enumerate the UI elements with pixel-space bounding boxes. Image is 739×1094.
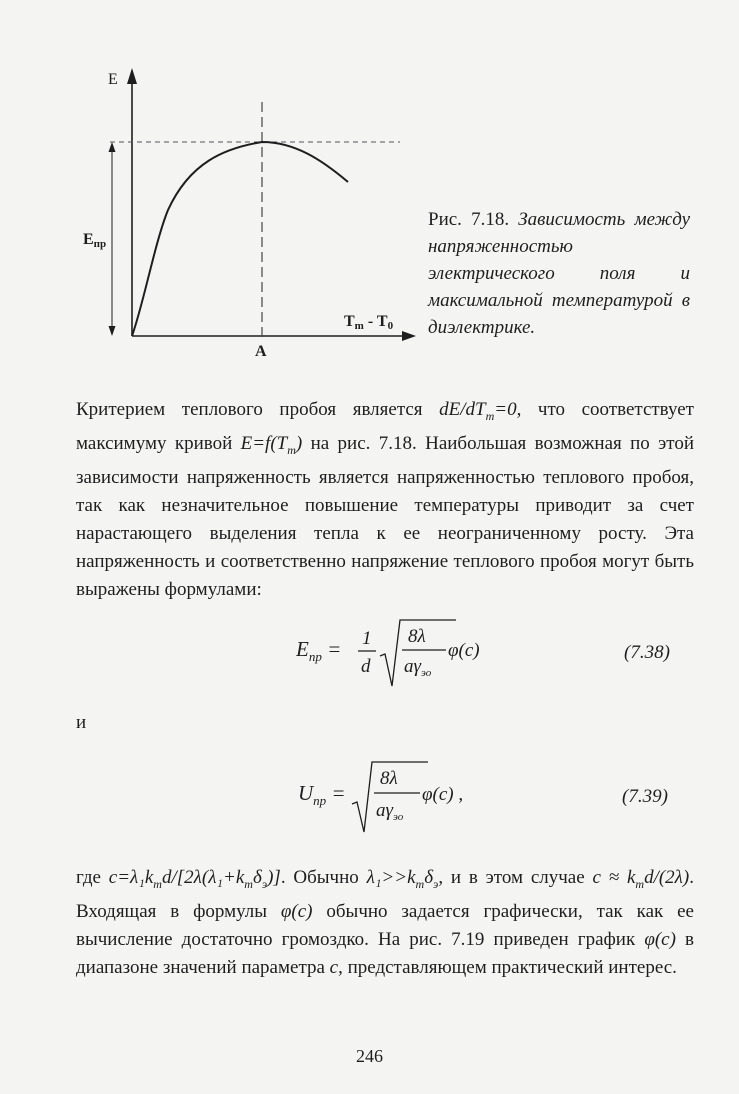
p1-formula-1: $dE/dT_m=0$	[439, 399, 517, 423]
svg-text:d: d	[361, 656, 371, 677]
caption-text: Зависимость между напряженностью электрического поля и максимальной температурой в диэлектрике.	[428, 209, 690, 338]
equation-number-7-38: (7.38)	[624, 642, 670, 663]
y-axis-label: E	[108, 71, 118, 88]
y-axis-arrow	[127, 68, 137, 84]
p2-text-6: в диапазоне значений параметра	[76, 928, 694, 978]
conjunction-and: и	[76, 712, 87, 733]
svg-text:Uпр =: $U_{пр}$ =	[298, 781, 346, 808]
svg-text:aγэо: $a\gamma_{эо}$	[376, 800, 404, 823]
equation-7-39	[298, 756, 498, 838]
figure-caption	[428, 206, 690, 341]
x-axis-label: Tm - T0	[344, 313, 394, 332]
p2-text-2: . Обычно	[280, 867, 367, 888]
svg-text:8λ: 8λ	[408, 626, 426, 647]
p1-text-2: , что соответствует максимуму кривой	[76, 399, 694, 454]
p2-text-1: где	[76, 867, 109, 888]
svg-text:1: 1	[362, 628, 372, 649]
p1-text-3: на рис. 7.18. Наибольшая возможная по этой зависимости напряженность является напряженностью теплового пробоя, так как незначительное повышение температуры приводит за счет нарастающего выделения тепла к ее неограниченному росту. Эта напряженность и соответственно напряжение теплового пробоя могут быть выражены формулами:	[76, 432, 695, 600]
svg-text:φ(c) ,: φ(c) ,	[422, 784, 464, 805]
p2-text-3: , и в этом случае	[438, 867, 593, 888]
p1-formula-2: $E=f(T_m)$	[240, 432, 303, 457]
p2-text-7: , представляющем практический интерес.	[338, 956, 677, 978]
p2-formula-phi: φ(c)	[280, 900, 313, 922]
p2-formula-approx: $c \approx k_тd/(2\lambda)$	[592, 867, 690, 891]
epr-label: Eпр	[83, 231, 107, 250]
svg-text:Eпр =: $E_{пр}$ =	[296, 637, 342, 664]
caption-label: Рис. 7.18.	[428, 209, 510, 230]
svg-text:aγэо: $a\gamma_{эо}$	[404, 656, 432, 679]
p2-formula-c-2: c	[329, 956, 339, 978]
equation-7-38	[296, 614, 496, 694]
p2-formula-c: $c=\lambda_1k_тd/[2\lambda(\lambda_1+k_т\delta_э)]$	[108, 867, 281, 891]
equation-number-7-39: (7.39)	[622, 786, 668, 807]
p2-text-4: . Входящая в формулы	[76, 867, 694, 922]
figure-7-18	[70, 62, 420, 362]
p2-formula-phi-2: φ(c)	[644, 928, 676, 950]
svg-text:φ(c): φ(c)	[448, 640, 480, 661]
epr-arrow-bottom	[109, 326, 116, 336]
page-number: 246	[356, 1046, 383, 1066]
svg-text:8λ: 8λ	[380, 768, 398, 789]
point-a-label: A	[255, 343, 267, 360]
paragraph-where	[76, 864, 694, 982]
paragraph-criterion	[76, 396, 694, 604]
p2-text-5: обычно задается графически, так как ее вычисление достаточно громоздко. На рис. 7.19 приведен график	[76, 900, 694, 950]
epr-arrow-top	[109, 142, 116, 152]
p2-formula-ineq: $\lambda_1>>k_т\delta_э$	[366, 867, 439, 891]
breakdown-curve	[132, 142, 348, 336]
p1-text-1: Критерием теплового пробоя является	[76, 399, 440, 420]
x-axis-arrow	[402, 331, 416, 341]
